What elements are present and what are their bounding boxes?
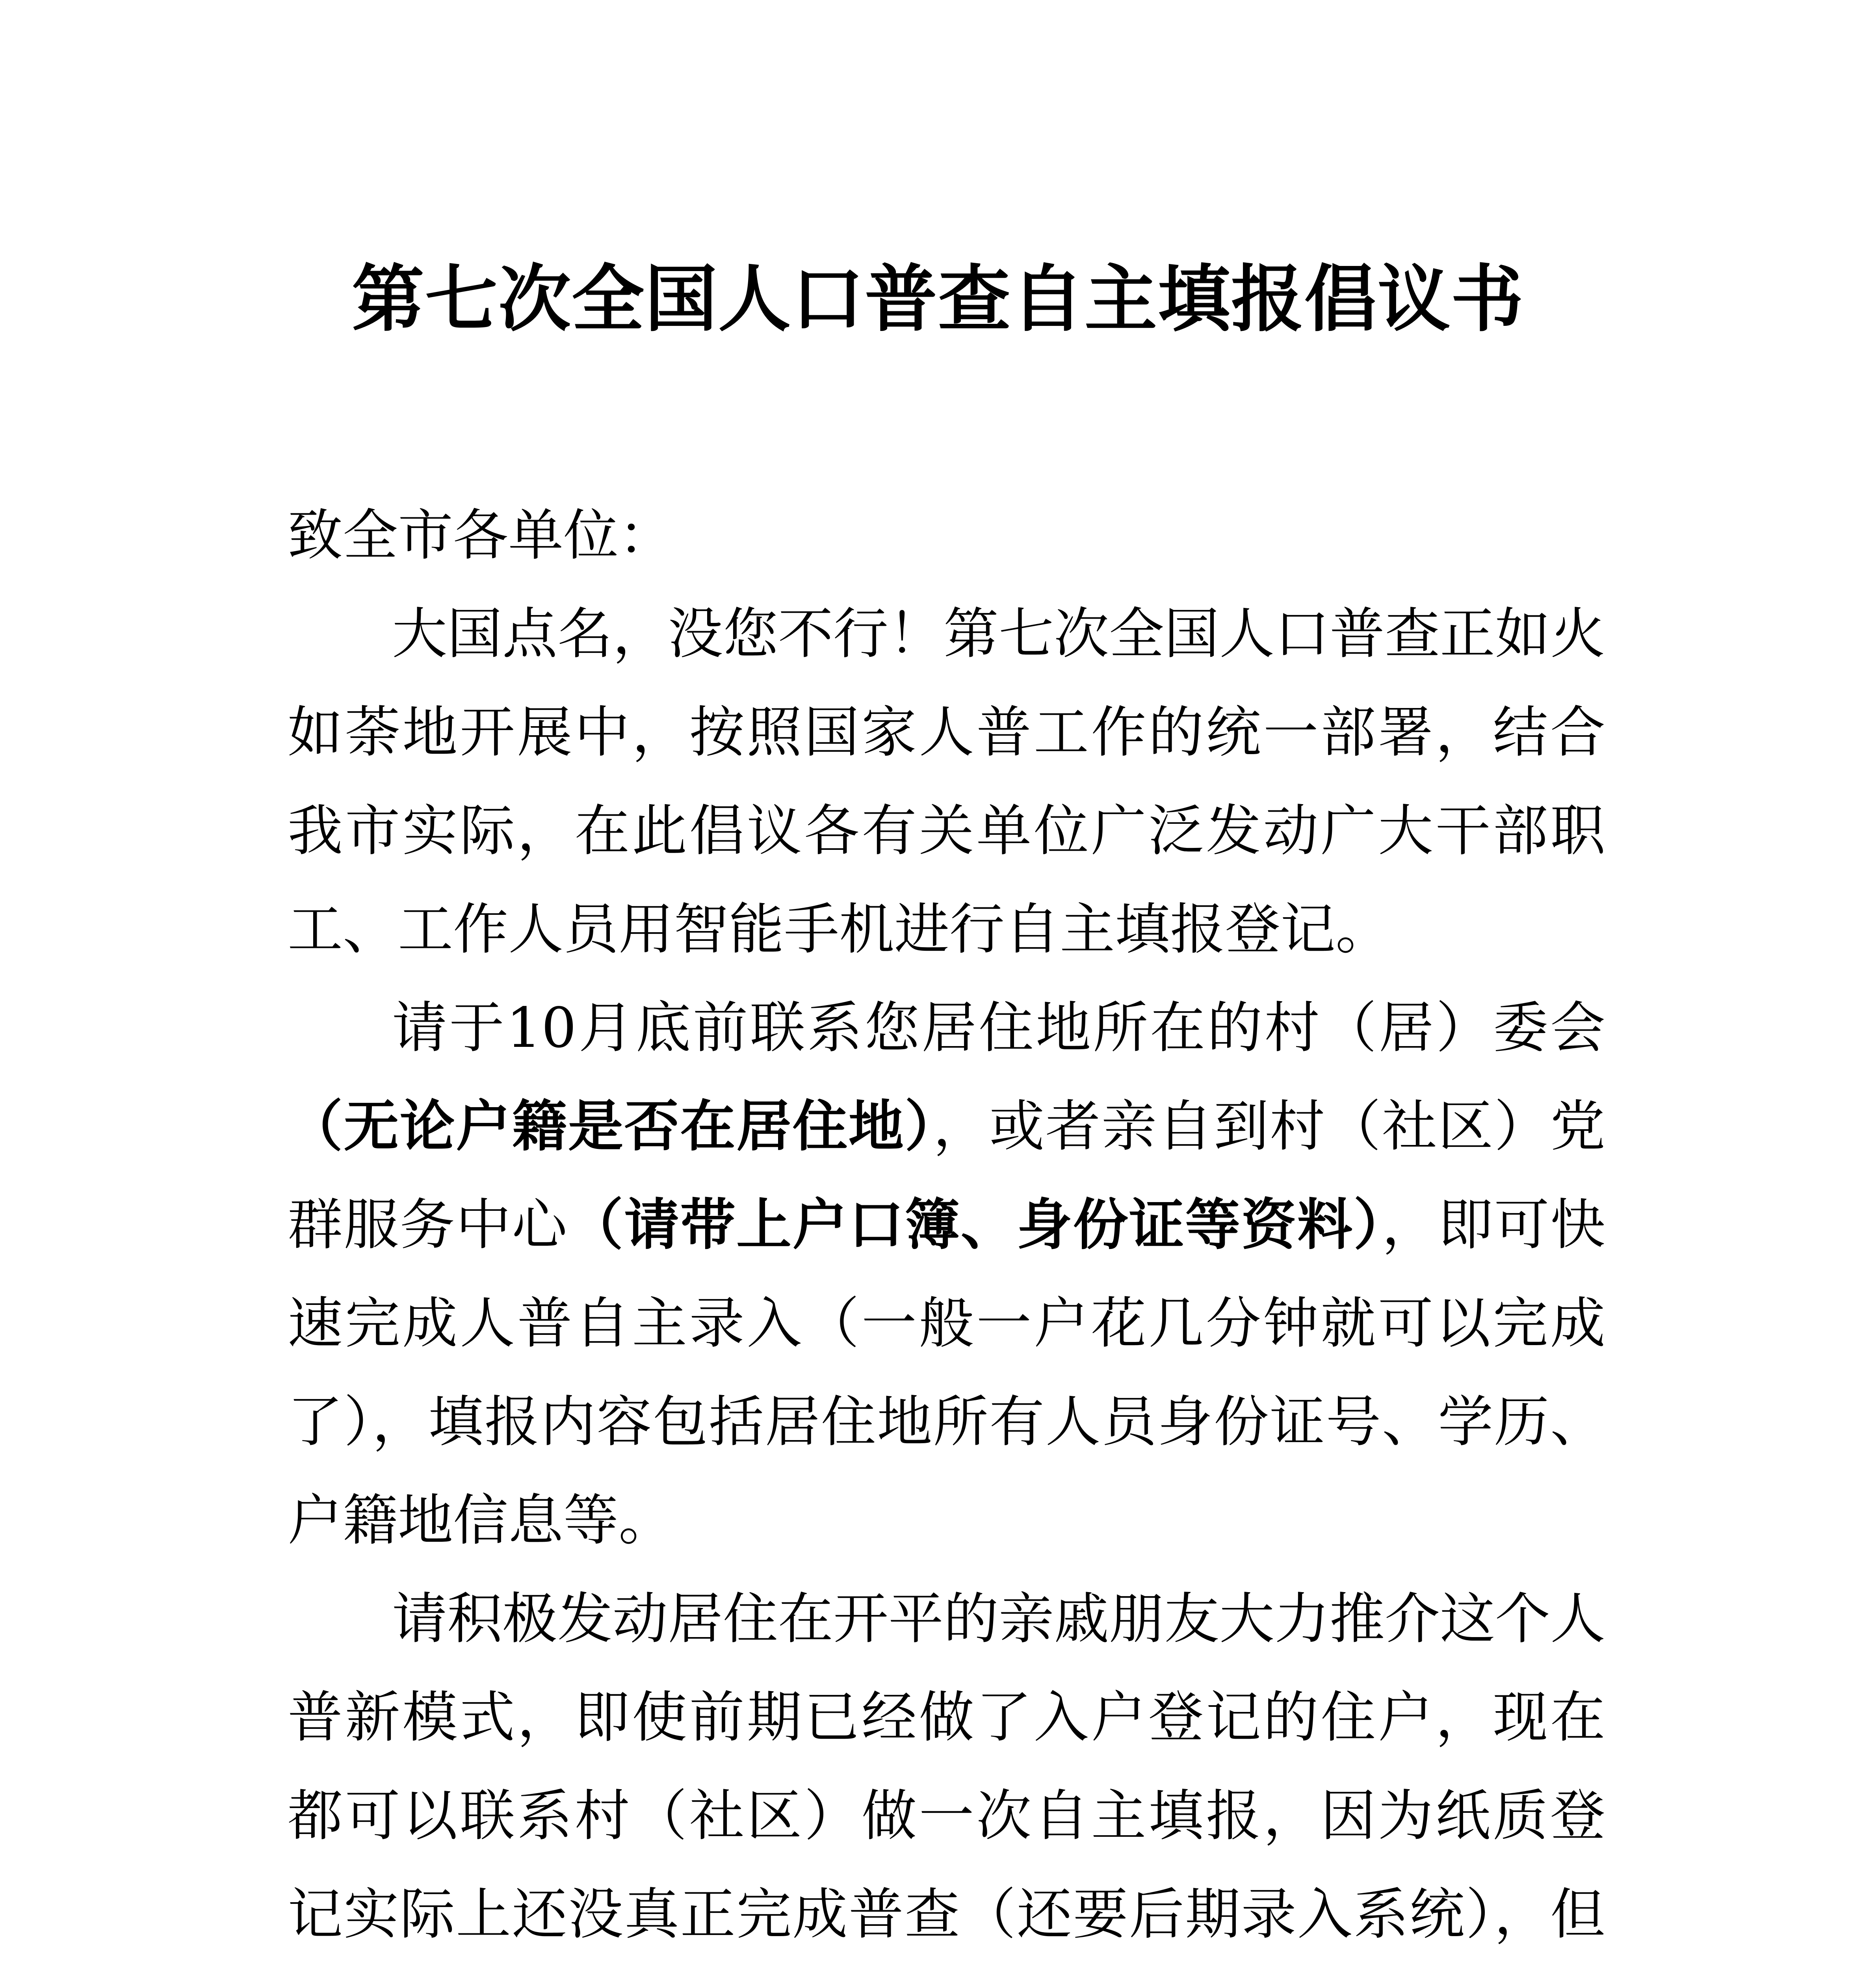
document-title: 第七次全国人口普查自主填报倡议书 [351, 257, 1524, 342]
salutation: 致全市各单位： [288, 504, 674, 568]
document-body [288, 487, 1605, 1970]
paragraph-instructions-bold-1: （无论户籍是否在居住地） [288, 1095, 933, 1159]
paragraph-instructions-text-1: 请于10月底前联系您居住地所在的村（居）委会 [392, 996, 1605, 1060]
paragraph-instructions-text-2: ，或者亲自到村（社区）党群服务中心 [288, 1095, 1605, 1257]
paragraph-instructions-bold-2: （请带上户口簿、身份证等资料） [568, 1193, 1382, 1257]
paragraph-instructions-text-3: ，即可快速完成人普自主录入（一般一户花几分钟就可以完成了），填报内容包括居住地所有人员身份证号、学历、户籍地信息等。 [288, 1193, 1605, 1553]
paragraph-instructions [288, 979, 1605, 1570]
paragraph-intro: 大国点名，没您不行！第七次全国人口普查正如火如荼地开展中，按照国家人普工作的统一部署，结合我市实际，在此倡议各有关单位广泛发动广大干部职工、工作人员用智能手机进行自主填报登记。 [288, 602, 1606, 962]
paragraph-appeal: 请积极发动居住在开平的亲戚朋友大力推介这个人普新模式，即使前期已经做了入户登记的住户，现在都可以联系村（社区）做一次自主填报，因为纸质登记实际上还没真正完成普查（还要后期录入系统），但 [288, 1587, 1606, 1947]
